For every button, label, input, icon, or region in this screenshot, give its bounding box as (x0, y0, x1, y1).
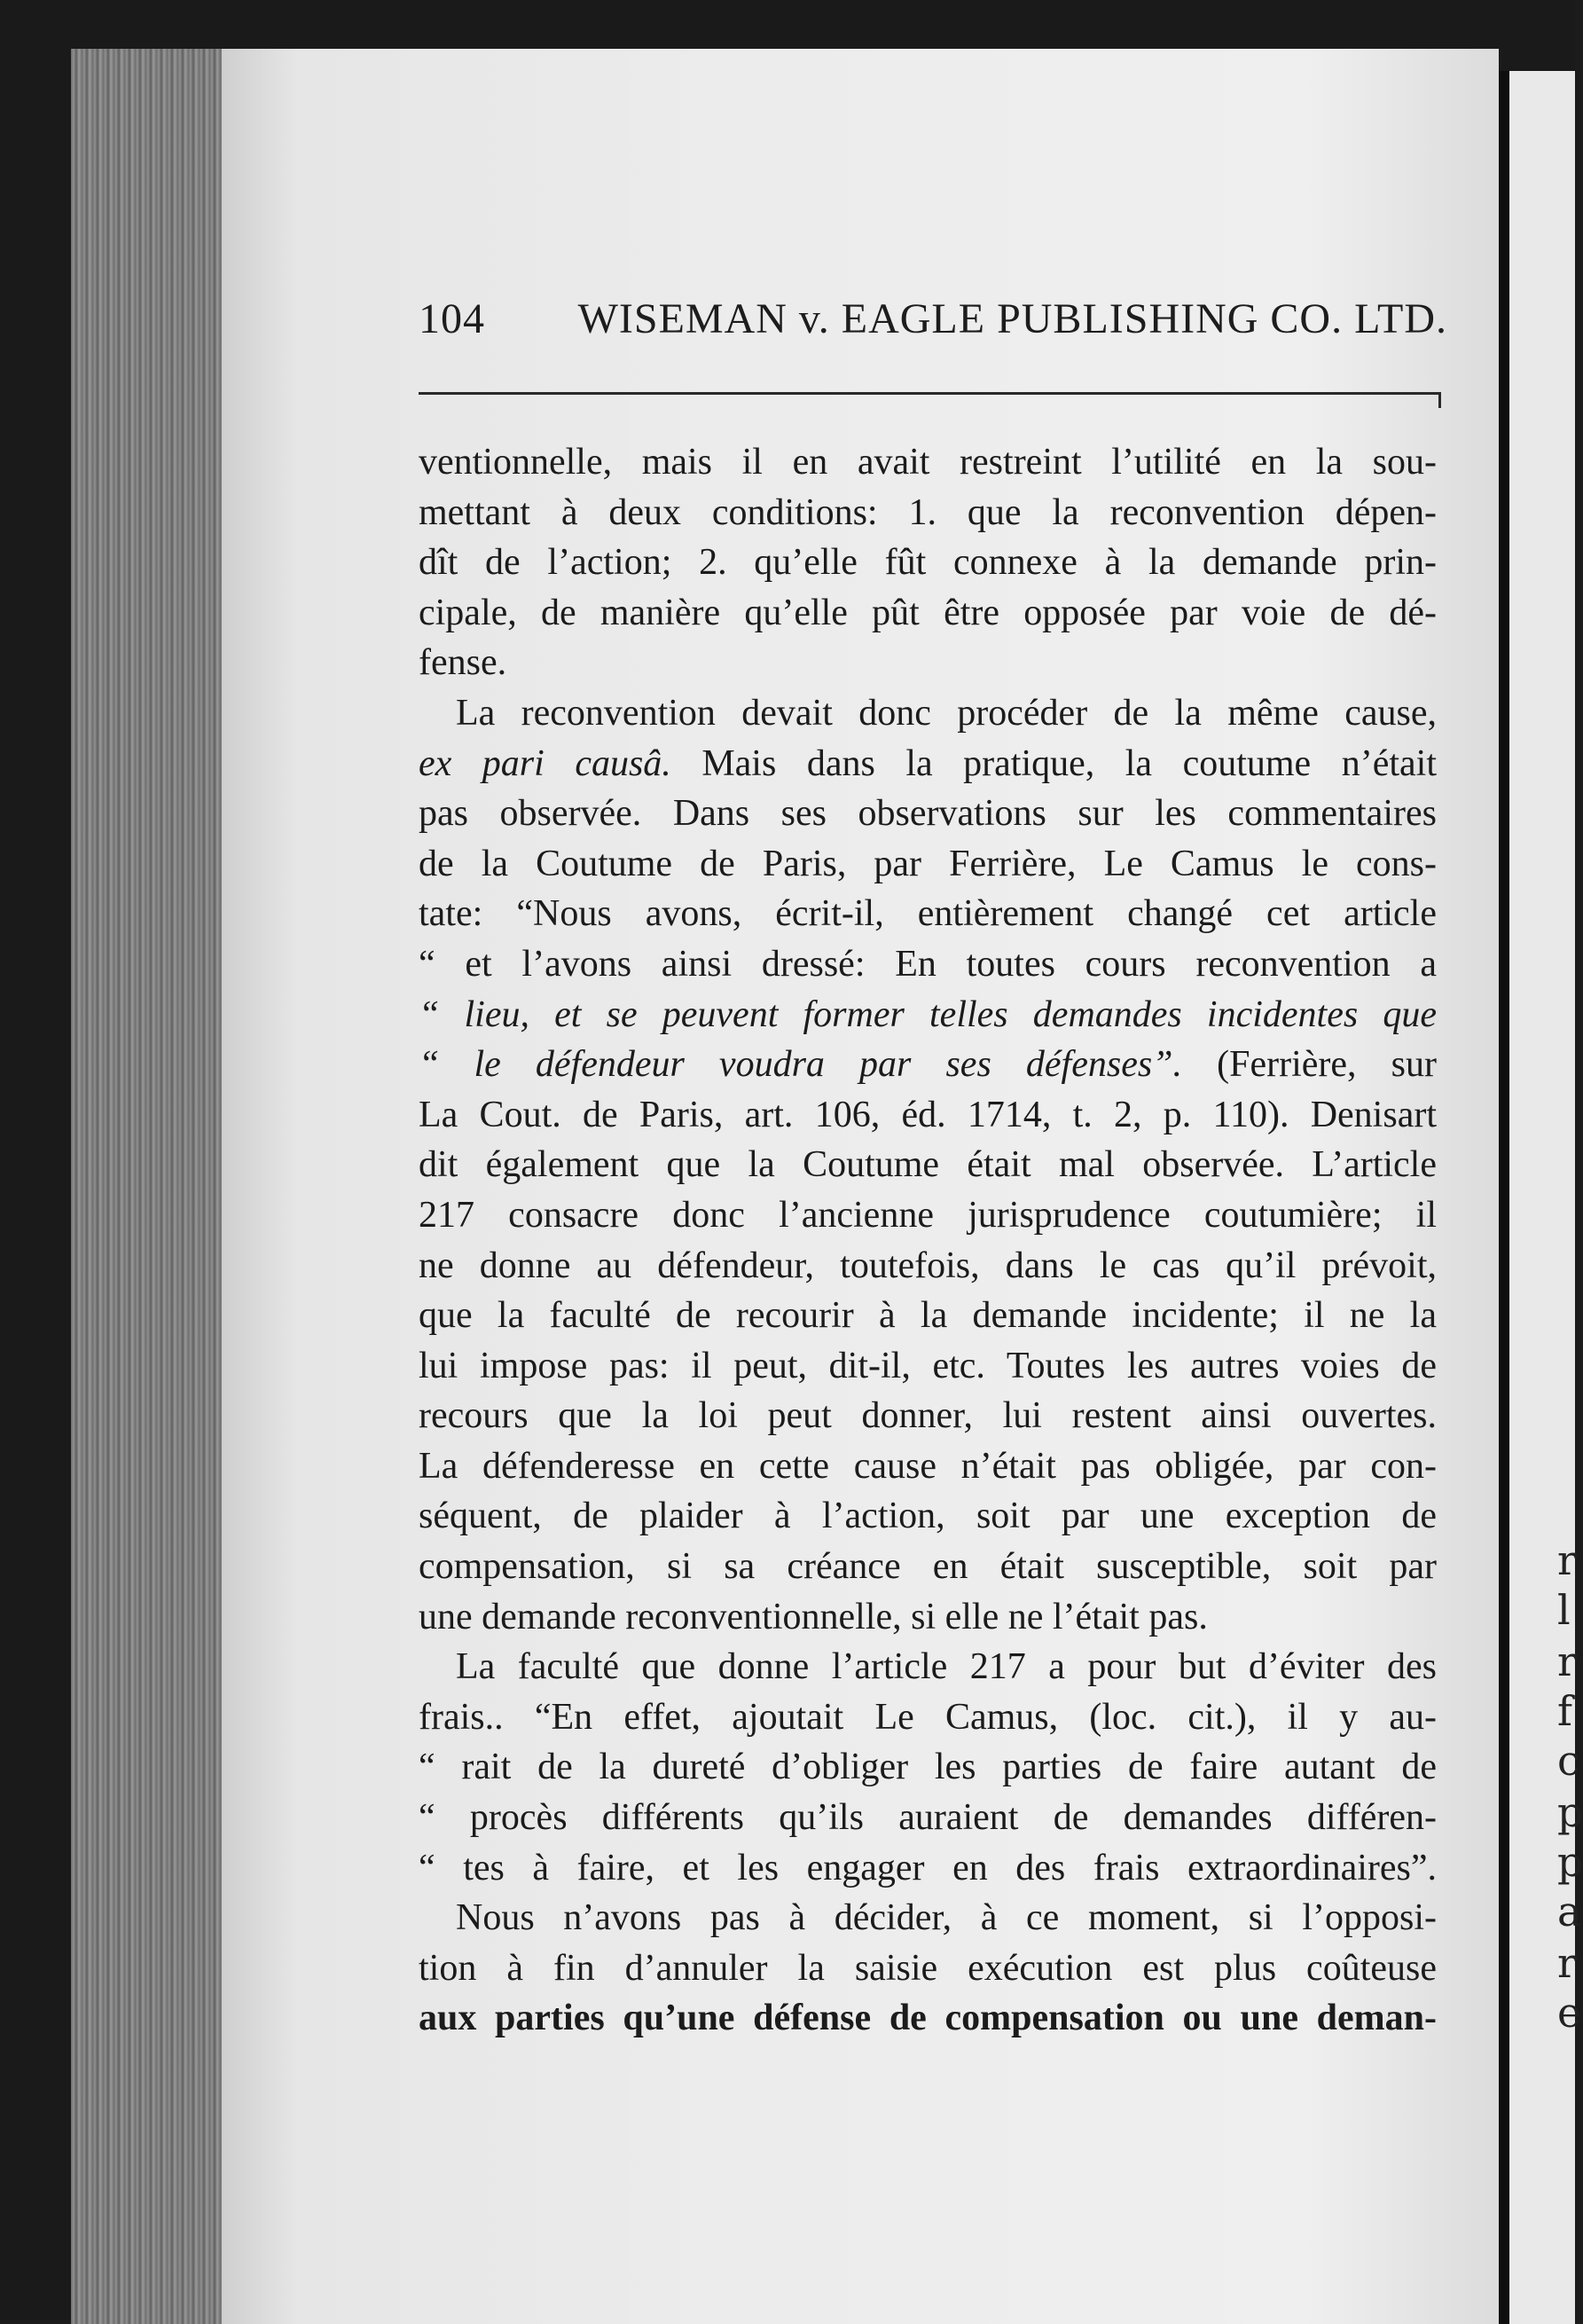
text-line: ne donne au défendeur, toutefois, dans le cas qu’il prévoit, (419, 1244, 1437, 1286)
text-line: dît de l’action; 2. qu’elle fût connexe à la demande prin- (419, 542, 1437, 584)
header-rule (419, 392, 1440, 395)
running-title: WISEMAN v. EAGLE PUBLISHING CO. LTD. (577, 295, 1447, 342)
text-line-mixed (419, 739, 1437, 789)
text-line: “ rait de la dureté d’obliger les parties de faire autant de (419, 1747, 1437, 1788)
text-line: “ procès différents qu’ils auraient de demandes différen- (419, 1797, 1437, 1839)
text-line: aux parties qu’une défense de compensation ou une deman- (419, 1998, 1437, 2039)
text-line: La Cout. de Paris, art. 106, éd. 1714, t. 2, p. 110). Denisart (419, 1094, 1437, 1135)
text-line: dit également que la Coutume était mal observée. L’article (419, 1144, 1437, 1186)
text-line: fense. (419, 642, 507, 684)
adjacent-page-fragment: r (1557, 1939, 1577, 1987)
italic-quote: “ le défendeur voudra par ses défenses”. (419, 1044, 1183, 1086)
text-line-mixed (419, 1040, 1437, 1090)
adjacent-page-fragment: p (1557, 1838, 1583, 1886)
text-line: mettant à deux conditions: 1. que la reconvention dépen- (419, 491, 1437, 533)
text-line: tion à fin d’annuler la saisie exécution est plus coûteuse (419, 1947, 1437, 1989)
text-line: tate: “Nous avons, écrit-il, entièrement changé cet article (419, 893, 1437, 935)
text-line: lui impose pas: il peut, dit-il, etc. Toutes les autres voies de (419, 1345, 1437, 1386)
text-line: La défenderesse en cette cause n’était pas obligée, par con- (419, 1445, 1437, 1487)
text-line: ventionnelle, mais il en avait restreint l’utilité en la sou- (419, 442, 1437, 483)
adjacent-page-fragment: f (1557, 1687, 1573, 1735)
text-line: cipale, de manière qu’elle pût être opposée par voie de dé- (419, 592, 1437, 633)
text-line: séquent, de plaider à l’action, soit par une exception de (419, 1496, 1437, 1537)
text-line: 217 consacre donc l’ancienne jurisprudence coutumière; il (419, 1194, 1437, 1236)
book-page-edges (71, 49, 226, 2324)
text-line: La reconvention devait donc procéder de la même cause, (456, 692, 1437, 734)
page-number: 104 (419, 295, 485, 342)
text-line: compensation, si sa créance en était susceptible, soit par (419, 1546, 1437, 1588)
text-line: que la faculté de recourir à la demande incidente; il ne la (419, 1295, 1437, 1337)
adjacent-page-fragment: c (1557, 1737, 1580, 1785)
text-line: une demande reconventionnelle, si elle ne l’était pas. (419, 1596, 1208, 1637)
text-line: Nous n’avons pas à décider, à ce moment, si l’opposi- (456, 1897, 1437, 1939)
text-line: de la Coutume de Paris, par Ferrière, Le Camus le cons- (419, 843, 1437, 884)
text-line: “ et l’avons ainsi dressé: En toutes cours reconvention a (419, 943, 1437, 985)
adjacent-page-fragment: l (1557, 1586, 1571, 1634)
italic-quote-line: “ lieu, et se peuvent former telles demandes incidentes que (419, 993, 1437, 1035)
adjacent-page-fragment: a (1557, 1888, 1582, 1935)
text-line: “ tes à faire, et les engager en des frais extraordinaires”. (419, 1847, 1437, 1888)
adjacent-page-fragment: p (1557, 1788, 1583, 1836)
text-line: La faculté que donne l’article 217 a pour but d’éviter des (456, 1646, 1437, 1688)
text-line: pas observée. Dans ses observations sur les commentaires (419, 793, 1437, 835)
adjacent-page (1509, 71, 1583, 2324)
header-rule-tick (1438, 392, 1441, 408)
text-fragment: (Ferrière, sur (1182, 1044, 1437, 1086)
book-gutter (1499, 71, 1509, 2324)
running-header (419, 294, 1447, 343)
adjacent-page-fragment: r (1557, 1536, 1577, 1584)
text-line: frais.. “En effet, ajoutait Le Camus, (loc. cit.), il y au- (419, 1696, 1437, 1738)
italic-phrase: ex pari causâ. (419, 742, 671, 784)
text-fragment: Mais dans la pratique, la coutume n’était (670, 742, 1437, 784)
adjacent-page-fragment: r (1557, 1637, 1577, 1685)
adjacent-page-fragment: e (1557, 1989, 1582, 2037)
body-text (419, 437, 1437, 2044)
text-line: recours que la loi peut donner, lui restent ainsi ouvertes. (419, 1395, 1437, 1437)
